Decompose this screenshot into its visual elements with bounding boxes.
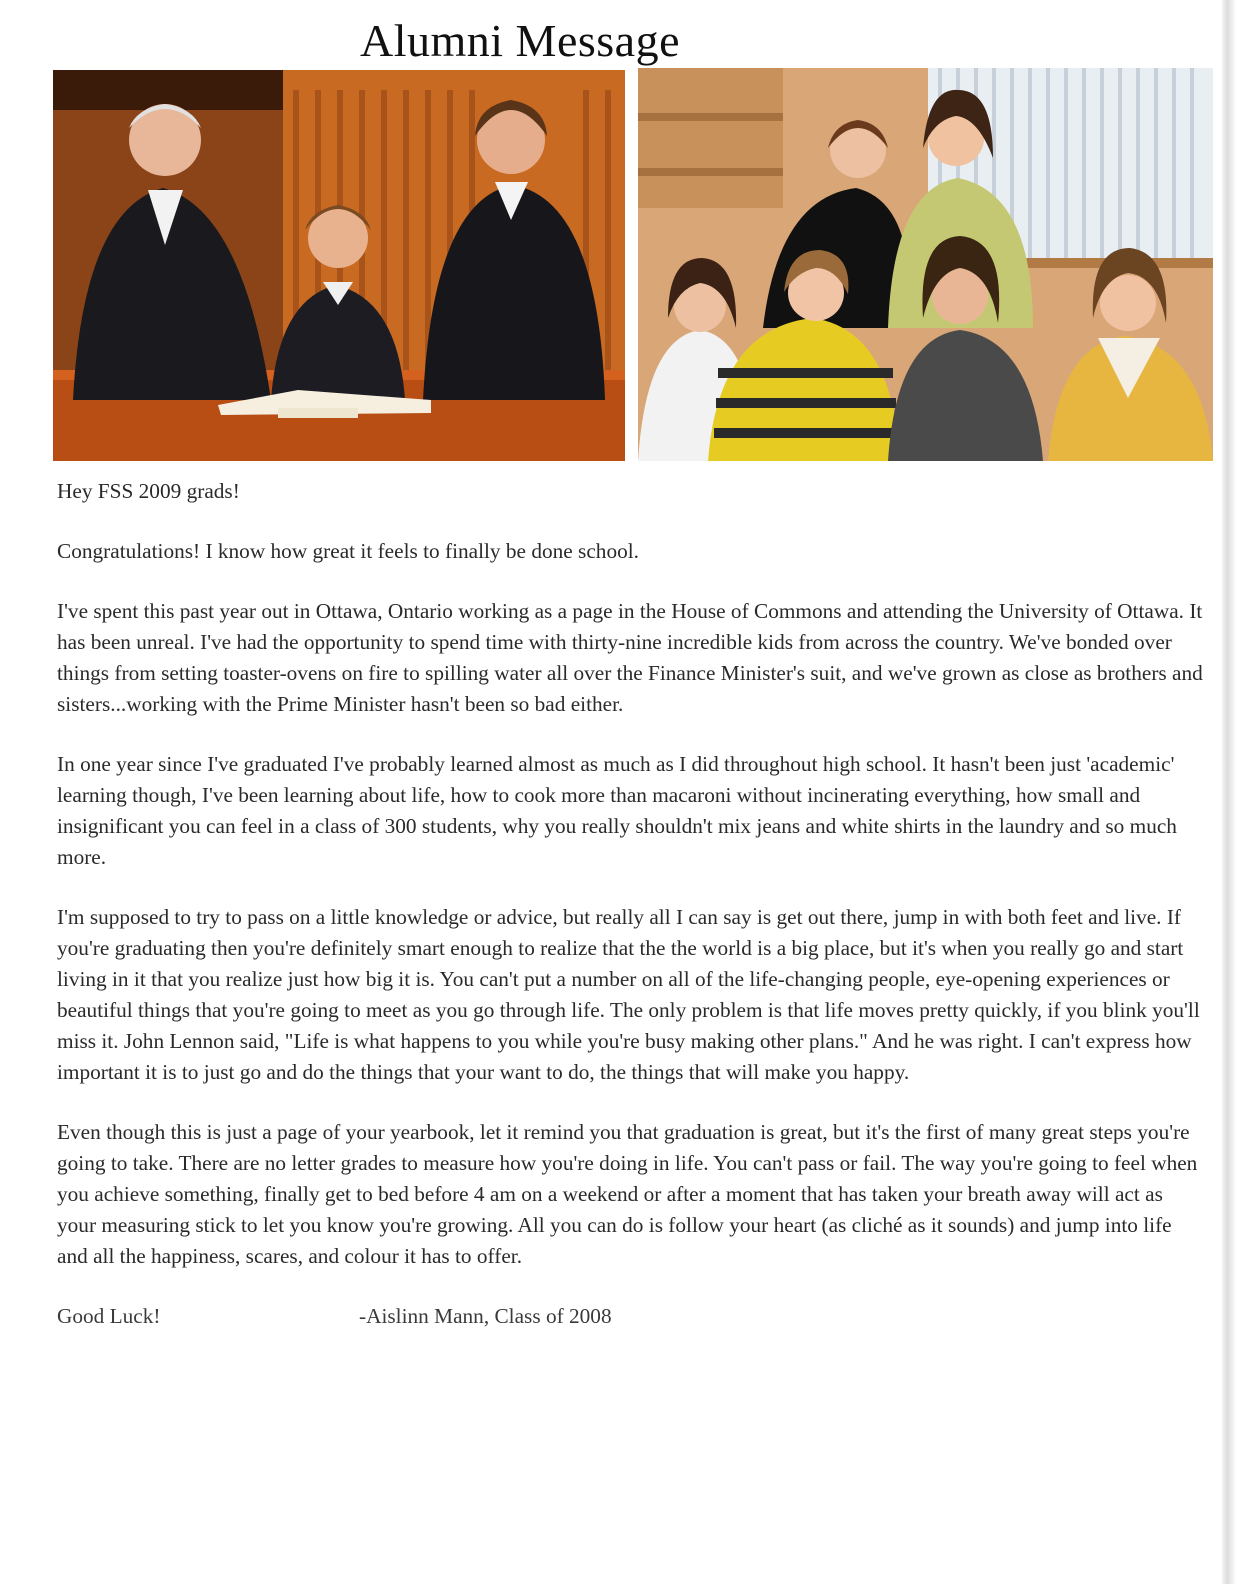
signoff <box>57 1301 1207 1332</box>
signature: -Aislinn Mann, Class of 2008 <box>359 1304 612 1328</box>
photo-chamber-signing <box>53 70 625 461</box>
paragraph-learning: In one year since I've graduated I've probably learned almost as much as I did throughout high school. It hasn't been just 'academic' learning though, I've been learning about life, how to cook more than macaroni without incinerating everything, how small and insignificant you can feel in a class of 300 students, why you really shouldn't mix jeans and white shirts in the laundry and so much more. <box>57 752 1177 869</box>
page-edge <box>1222 0 1236 1584</box>
paragraph-yearbook: Even though this is just a page of your yearbook, let it remind you that graduation is great, but it's the first of many great steps you're going to take. There are no letter grades to measure how you're doing in life. You can't pass or fail. The way you're going to feel when you achieve something, finally get to bed before 4 am on a weekend or after a moment that has taken your breath away will act as your measuring stick to let you know you're growing. All you can do is follow your heart (as cliché as it sounds) and jump into life and all the happiness, scares, and colour it has to offer. <box>57 1120 1198 1268</box>
closing-text: Good Luck! <box>57 1304 161 1328</box>
greeting: Hey FSS 2009 grads! <box>57 479 240 503</box>
page-title: Alumni Message <box>359 15 680 66</box>
photo-group-students <box>638 68 1213 461</box>
paragraph-advice: I'm supposed to try to pass on a little knowledge or advice, but really all I can say is get out there, jump in with both feet and live. If you're graduating then you're definitely smart enough to realize that the the world is a big place, but it's when you really go and start living in it that you realize just how big it is. You can't put a number on all of the life-changing people, eye-opening experiences or beautiful things that you're going to meet as you go through life. The only problem is that life moves pretty quickly, if you blink you'll miss it. John Lennon said, "Life is what happens to you while you're busy making other plans." And he was right. I can't express how important it is to just go and do the things that your want to do, the things that will make you happy. <box>57 905 1200 1084</box>
message-body <box>57 476 1207 1332</box>
paragraph-congratulations: Congratulations! I know how great it feels to finally be done school. <box>57 539 639 563</box>
paragraph-ottawa: I've spent this past year out in Ottawa, Ontario working as a page in the House of Commons and attending the University of Ottawa. It has been unreal. I've had the opportunity to spend time with thirty-nine incredible kids from across the country. We've bonded over things from setting toaster-ovens on fire to spilling water all over the Finance Minister's suit, and we've grown as close as brothers and sisters...working with the Prime Minister hasn't been so bad either. <box>57 599 1203 716</box>
